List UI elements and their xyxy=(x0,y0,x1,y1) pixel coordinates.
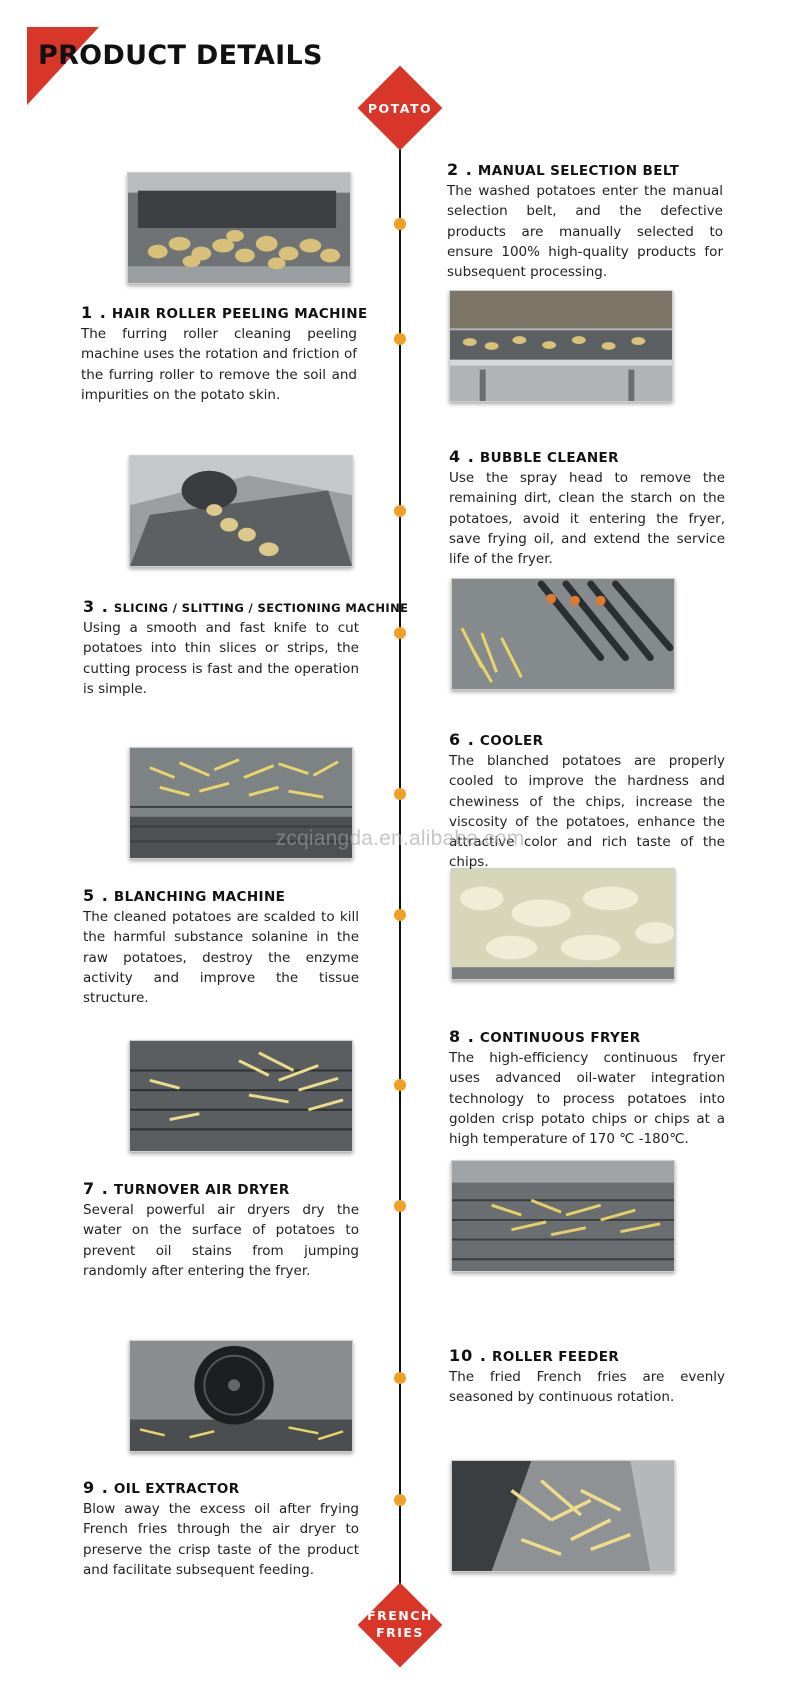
step-name: TURNOVER AIR DRYER xyxy=(113,1182,290,1198)
timeline-dot xyxy=(394,1494,406,1506)
step-8 xyxy=(449,1027,725,1149)
step-description: The blanched potatoes are properly cooled to improve the hardness and chewiness of the chips, increase the viscosity of the potatoes, enhance the attractive color and rich taste of the chips. xyxy=(449,753,725,871)
selection-belt-photo xyxy=(449,290,673,402)
timeline-dot xyxy=(394,788,406,800)
step-name: COOLER xyxy=(479,733,544,749)
step-description: The washed potatoes enter the manual selection belt, and the defective products are manually selected to ensure 100% high-quality products for subsequent processing. xyxy=(447,183,723,281)
step-description: The high-efficiency continuous fryer uses advanced oil-water integration technology to process potatoes into golden crisp potato chips or chips at a high temperature of 170 ℃ -180℃. xyxy=(449,1050,725,1148)
step-5 xyxy=(83,886,359,1008)
step-name: BLANCHING MACHINE xyxy=(113,889,286,905)
slicing-machine-photo xyxy=(129,455,353,567)
step-title xyxy=(447,160,723,179)
timeline-dot xyxy=(394,1079,406,1091)
roller-feeder-photo xyxy=(451,1460,675,1572)
step-number: 4 . xyxy=(449,447,475,466)
step-description: Several powerful air dryers dry the water on the surface of potatoes to prevent oil stains from jumping randomly after entering the fryer. xyxy=(83,1202,359,1279)
step-number: 8 . xyxy=(449,1027,475,1046)
step-description: The fried French fries are evenly seasoned by continuous rotation. xyxy=(449,1369,725,1406)
end-label-line2: FRIES xyxy=(376,1625,424,1640)
step-name: MANUAL SELECTION BELT xyxy=(477,163,680,179)
step-number: 3 . xyxy=(83,597,109,616)
step-7 xyxy=(83,1179,359,1281)
step-name: HAIR ROLLER PEELING MACHINE xyxy=(111,306,368,322)
start-label: POTATO xyxy=(367,101,433,116)
step-number: 7 . xyxy=(83,1179,109,1198)
step-name: ROLLER FEEDER xyxy=(492,1349,620,1365)
step-title xyxy=(449,1346,725,1365)
timeline-line xyxy=(399,100,401,1640)
step-description: Use the spray head to remove the remaining dirt, clean the starch on the potatoes, avoid it entering the fryer, save frying oil, and extend the service life of the fryer. xyxy=(449,470,725,568)
step-name: CONTINUOUS FRYER xyxy=(479,1030,641,1046)
continuous-fryer-photo xyxy=(451,1160,675,1272)
timeline-dot xyxy=(394,1372,406,1384)
step-title xyxy=(449,1027,725,1046)
timeline-dot xyxy=(394,505,406,517)
step-6 xyxy=(449,730,725,873)
step-number: 9 . xyxy=(83,1478,109,1497)
step-description: The cleaned potatoes are scalded to kill the harmful substance solanine in the raw potatoes, destroy the enzyme activity and improve the tissue structure. xyxy=(83,909,359,1007)
step-4 xyxy=(449,447,725,569)
step-title xyxy=(83,1179,359,1198)
step-9 xyxy=(83,1478,359,1580)
step-name: BUBBLE CLEANER xyxy=(479,450,619,466)
step-name: OIL EXTRACTOR xyxy=(113,1481,240,1497)
step-description: Blow away the excess oil after frying French fries through the air dryer to preserve the crisp taste of the product and facilitate subsequent feeding. xyxy=(83,1501,359,1578)
oil-extractor-photo xyxy=(129,1340,353,1452)
timeline-dot xyxy=(394,218,406,230)
timeline-dot xyxy=(394,627,406,639)
step-number: 6 . xyxy=(449,730,475,749)
step-3 xyxy=(83,597,409,699)
step-name: SLICING / SLITTING / SECTIONING MACHINE xyxy=(113,601,409,615)
step-description: Using a smooth and fast knife to cut potatoes into thin slices or strips, the cutting process is fast and the operation is simple. xyxy=(83,620,359,697)
step-2 xyxy=(447,160,723,282)
timeline-dot xyxy=(394,1200,406,1212)
page-title: PRODUCT DETAILS xyxy=(38,40,323,71)
end-label-line1: FRENCH xyxy=(367,1608,433,1623)
step-title xyxy=(449,730,725,749)
step-number: 5 . xyxy=(83,886,109,905)
cooler-photo xyxy=(451,868,675,980)
step-title xyxy=(83,1478,359,1497)
step-number: 1 . xyxy=(81,303,107,322)
step-title xyxy=(81,303,368,322)
step-title xyxy=(83,886,359,905)
step-description: The furring roller cleaning peeling machine uses the rotation and friction of the furring roller to remove the soil and impurities on the potato skin. xyxy=(81,326,357,403)
timeline-dot xyxy=(394,909,406,921)
step-title xyxy=(83,597,409,616)
timeline-dot xyxy=(394,333,406,345)
end-label xyxy=(350,1607,450,1641)
air-dryer-photo xyxy=(129,1040,353,1152)
peeling-machine-photo xyxy=(127,172,351,284)
watermark: zcqiangda.en.alibaba.com xyxy=(275,827,525,850)
step-1 xyxy=(81,303,368,405)
step-10 xyxy=(449,1346,725,1408)
step-number: 2 . xyxy=(447,160,473,179)
step-title xyxy=(449,447,725,466)
step-number: 10 . xyxy=(449,1346,487,1365)
bubble-cleaner-photo xyxy=(451,578,675,690)
